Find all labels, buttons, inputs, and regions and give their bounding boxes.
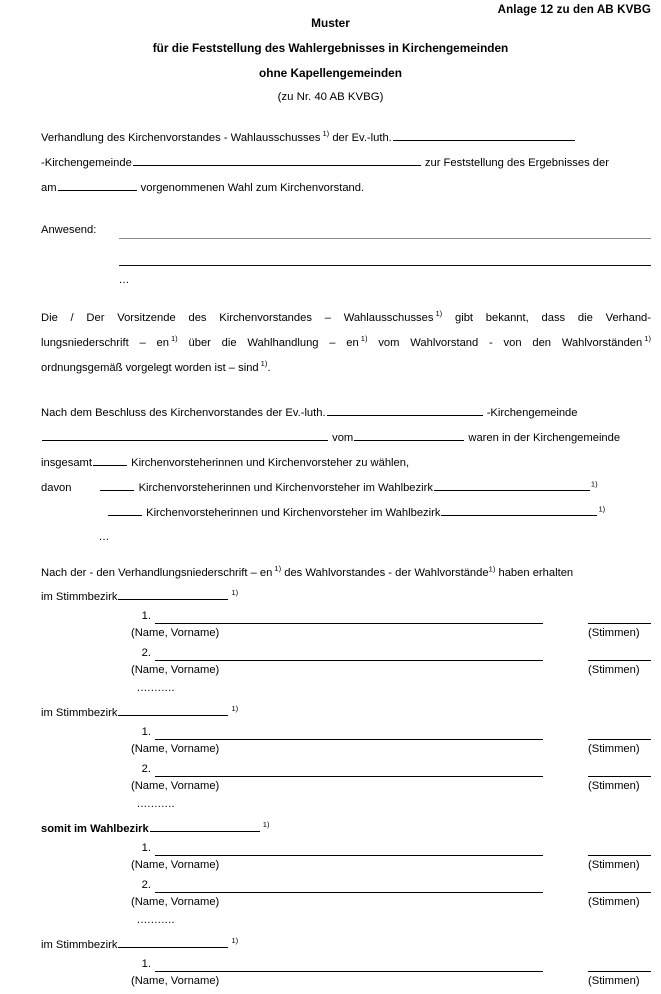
footnote-marker-icon: 1) — [322, 129, 330, 139]
field-district-count-1[interactable] — [100, 481, 134, 491]
spacer-2 — [41, 293, 651, 306]
resolution-davon-line-2 — [41, 501, 651, 526]
field-attendance-line-1[interactable] — [119, 238, 651, 239]
result-block — [41, 934, 651, 994]
field-resolution-parish-cont[interactable] — [42, 431, 328, 441]
attendance-label: Anwesend: — [41, 224, 97, 236]
field-attendance-line-2[interactable] — [119, 265, 651, 266]
footnote-marker-icon: 1) — [170, 334, 178, 344]
field-stimmbezirk-3[interactable] — [118, 938, 228, 948]
document-title-block — [0, 18, 661, 104]
field-district-name-1[interactable] — [434, 481, 590, 491]
candidate-entry — [41, 841, 651, 878]
intro-line-2 — [41, 151, 651, 176]
field-district-count-2[interactable] — [108, 506, 142, 516]
chair-text-1-tail: gibt bekannt, dass die Verhand- — [455, 312, 652, 324]
result-block-heading — [41, 702, 651, 725]
field-candidate-votes[interactable] — [588, 660, 651, 661]
title-line-muster: Muster — [311, 16, 350, 30]
results-intro-text-c: haben erhalten — [498, 567, 574, 579]
field-stimmbezirk-1[interactable] — [118, 590, 228, 600]
candidate-name-caption: (Name, Vorname) — [131, 859, 220, 871]
result-block-heading — [41, 818, 651, 841]
candidate-list-ellipsis: ........... — [137, 682, 176, 694]
field-candidate-name[interactable] — [155, 660, 543, 661]
candidate-name-caption: (Name, Vorname) — [131, 627, 220, 639]
result-block-heading-label: im Stimmbezirk — [41, 707, 118, 719]
resolution-text-1a: Nach dem Beschluss des Kirchenvorstandes der Ev.-luth. — [41, 407, 326, 419]
footnote-marker-icon: 1) — [598, 504, 606, 514]
footnote-marker-icon: 1) — [231, 588, 239, 598]
candidate-number: 2. — [141, 647, 151, 659]
field-candidate-votes[interactable] — [588, 855, 651, 856]
resolution-line-1 — [41, 401, 651, 426]
result-block — [41, 702, 651, 818]
spacer-1 — [41, 201, 651, 221]
chair-line-2 — [41, 331, 651, 356]
intro-text-3b: vorgenommenen Wahl zum Kirchenvorstand. — [140, 182, 365, 194]
resolution-davon-text-1: Kirchenvorsteherinnen und Kirchenvorsteher im Wahlbezirk — [138, 482, 433, 494]
field-candidate-votes[interactable] — [588, 971, 651, 972]
resolution-davon-label: davon — [41, 482, 72, 494]
candidate-votes-caption: (Stimmen) — [588, 896, 640, 908]
candidate-name-caption: (Name, Vorname) — [131, 896, 220, 908]
resolution-ellipsis: ... — [99, 531, 110, 543]
candidate-list-ellipsis: ........... — [137, 914, 176, 926]
footnote-marker-icon: 1) — [274, 564, 282, 574]
intro-text-2a: -Kirchengemeinde — [41, 157, 132, 169]
field-stimmbezirk-2[interactable] — [118, 706, 228, 716]
candidate-list-ellipsis-row — [41, 683, 651, 702]
chair-text-2c: vom Wahlvorstand - von den Wahlvorständen — [378, 337, 643, 349]
chair-text-3: ordnungsgemäß vorgelegt worden ist – sind — [41, 362, 259, 374]
candidate-number: 2. — [141, 879, 151, 891]
candidate-number: 1. — [141, 842, 151, 854]
candidate-number: 1. — [141, 610, 151, 622]
candidate-votes-caption: (Stimmen) — [588, 859, 640, 871]
title-line-scope: ohne Kapellengemeinden — [259, 65, 402, 80]
field-candidate-name[interactable] — [155, 776, 543, 777]
chair-text-2b: über die Wahlhandlung – en — [188, 337, 359, 349]
chair-statement-paragraph — [41, 306, 651, 381]
candidate-votes-caption: (Stimmen) — [588, 664, 640, 676]
footnote-marker-icon: 1) — [231, 936, 239, 946]
candidate-votes-caption: (Stimmen) — [588, 743, 640, 755]
resolution-text-3b: Kirchenvorsteherinnen und Kirchenvorsteher zu wählen, — [131, 457, 410, 469]
field-resolution-parish[interactable] — [327, 406, 483, 416]
field-district-name-2[interactable] — [441, 506, 597, 516]
resolution-paragraph — [41, 401, 651, 548]
field-kirchengemeinde-name-1[interactable] — [393, 131, 575, 141]
candidate-name-caption: (Name, Vorname) — [131, 975, 220, 987]
candidate-list-ellipsis-row — [41, 799, 651, 818]
chair-text-2a: lungsniederschrift – en — [41, 337, 169, 349]
candidate-entry — [41, 646, 651, 683]
annex-reference: Anlage 12 zu den AB KVBG — [497, 3, 651, 16]
results-intro — [41, 561, 651, 586]
resolution-text-1b: -Kirchengemeinde — [486, 407, 578, 419]
field-candidate-name[interactable] — [155, 971, 543, 972]
results-intro-text-b: des Wahlvorstandes - der Wahlvorstände — [284, 567, 489, 579]
result-block-heading — [41, 586, 651, 609]
intro-text-1b: der Ev.-luth. — [332, 132, 392, 144]
footnote-marker-icon: 1) — [260, 359, 268, 369]
resolution-text-2a: vom — [332, 432, 354, 444]
resolution-text-2b: waren in der Kirchengemeinde — [468, 432, 621, 444]
field-candidate-votes[interactable] — [588, 892, 651, 893]
intro-line-3 — [41, 176, 651, 201]
footnote-marker-icon: 1) — [231, 704, 239, 714]
candidate-name-caption: (Name, Vorname) — [131, 780, 220, 792]
candidate-list-ellipsis-row — [41, 915, 651, 934]
field-kirchengemeinde-name-2[interactable] — [133, 156, 421, 166]
field-candidate-votes[interactable] — [588, 623, 651, 624]
spacer-4 — [41, 548, 651, 561]
intro-paragraph — [41, 126, 651, 201]
field-election-date[interactable] — [58, 181, 137, 191]
result-block — [41, 586, 651, 702]
results-intro-line — [41, 561, 651, 586]
result-block-heading-label: im Stimmbezirk — [41, 591, 118, 603]
candidate-name-caption: (Name, Vorname) — [131, 664, 220, 676]
results-intro-text-a: Nach der - den Verhandlungsniederschrift – en — [41, 567, 273, 579]
field-wahlbezirk-summary[interactable] — [150, 822, 260, 832]
attendance-section — [41, 221, 651, 293]
resolution-line-3 — [41, 451, 651, 476]
field-candidate-name[interactable] — [155, 623, 543, 624]
footnote-marker-icon: 1) — [435, 309, 443, 319]
candidate-entry — [41, 725, 651, 762]
candidate-entry — [41, 957, 651, 994]
field-resolution-date[interactable] — [354, 431, 464, 441]
candidate-number: 2. — [141, 763, 151, 775]
chair-line-1 — [41, 306, 651, 331]
chair-text-3-end: . — [267, 362, 271, 374]
result-block-heading-label: im Stimmbezirk — [41, 939, 118, 951]
intro-line-1 — [41, 126, 651, 151]
candidate-votes-caption: (Stimmen) — [588, 975, 640, 987]
title-line-legal-ref: (zu Nr. 40 AB KVBG) — [277, 91, 384, 104]
result-block-heading-label: somit im Wahlbezirk — [41, 823, 149, 835]
candidate-entry — [41, 609, 651, 646]
candidate-votes-caption: (Stimmen) — [588, 627, 640, 639]
footnote-marker-icon: 1) — [644, 334, 652, 344]
resolution-line-2 — [41, 426, 651, 451]
field-candidate-votes[interactable] — [588, 776, 651, 777]
candidate-votes-caption: (Stimmen) — [588, 780, 640, 792]
candidate-entry — [41, 762, 651, 799]
field-candidate-name[interactable] — [155, 855, 543, 856]
intro-text-1a: Verhandlung des Kirchenvorstandes - Wahlausschusses — [41, 132, 321, 144]
resolution-davon-line-1 — [41, 476, 651, 501]
footnote-marker-icon: 1) — [590, 479, 598, 489]
result-block — [41, 818, 651, 934]
intro-text-3a: am — [41, 182, 57, 194]
footnote-marker-icon: 1) — [262, 820, 270, 830]
candidate-name-caption: (Name, Vorname) — [131, 743, 220, 755]
chair-text-1: Die / Der Vorsitzende des Kirchenvorstandes – Wahlausschusses — [41, 312, 434, 324]
attendance-ellipsis: ... — [119, 274, 130, 286]
candidate-entry — [41, 878, 651, 915]
candidate-number: 1. — [141, 726, 151, 738]
result-block-heading — [41, 934, 651, 957]
footnote-marker-icon: 1) — [360, 334, 368, 344]
candidate-number: 1. — [141, 958, 151, 970]
document-body — [41, 126, 651, 994]
field-candidate-name[interactable] — [155, 739, 543, 740]
resolution-davon-text-2: Kirchenvorsteherinnen und Kirchenvorsteher im Wahlbezirk — [146, 507, 441, 519]
candidate-list-ellipsis: ........... — [137, 798, 176, 810]
footnote-marker-icon: 1) — [488, 564, 496, 574]
field-total-count[interactable] — [93, 456, 127, 466]
resolution-text-3a: insgesamt — [41, 457, 92, 469]
spacer-3 — [41, 381, 651, 401]
title-line-purpose: für die Feststellung des Wahlergebnisses in Kirchengemeinden — [152, 40, 509, 55]
field-candidate-name[interactable] — [155, 892, 543, 893]
intro-text-2b: zur Feststellung des Ergebnisses der — [424, 157, 609, 169]
chair-line-3 — [41, 356, 651, 381]
field-candidate-votes[interactable] — [588, 739, 651, 740]
results-blocks — [41, 586, 651, 994]
